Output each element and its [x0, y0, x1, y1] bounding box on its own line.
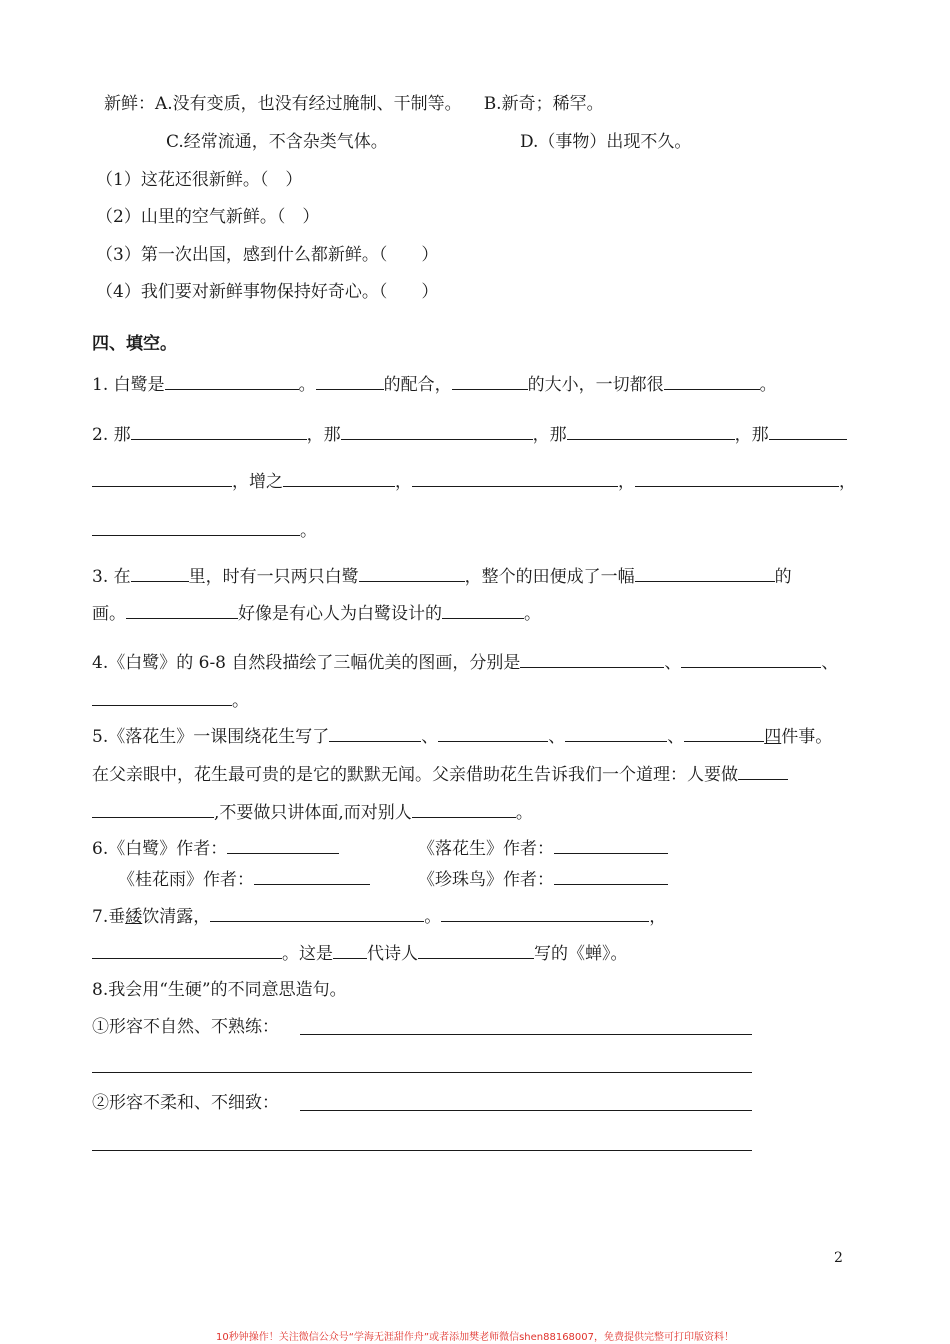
blank[interactable] [131, 564, 189, 582]
question-7-line-1: 7.垂緌饮清露， 。 ， [92, 904, 666, 929]
definition-a: 新鲜：A.没有变质，也没有经过腌制、干制等。 [104, 94, 462, 114]
blank[interactable] [341, 422, 533, 440]
blank[interactable] [227, 836, 339, 854]
blank[interactable] [635, 469, 839, 487]
definition-b: B.新奇；稀罕。 [483, 94, 604, 114]
question-8-title: 8.我会用“生硬”的不同意思造句。 [92, 980, 347, 1000]
answer-line[interactable] [92, 1150, 752, 1151]
blank[interactable] [210, 904, 424, 922]
footer-note: 10秒钟操作！关注微信公众号“学海无涯甜作舟”或者添加樊老师微信shen88168007，免费提供完整可打印版资料！ [215, 1332, 735, 1343]
blank[interactable] [92, 518, 300, 536]
definition-c: C.经常流通，不含杂类气体。 [166, 132, 388, 152]
blank[interactable] [418, 941, 534, 959]
blank[interactable] [738, 762, 788, 780]
blank[interactable] [664, 372, 760, 390]
question-6-guihuayu: 《桂花雨》作者： [118, 867, 370, 892]
definition-d: D.（事物）出现不久。 [520, 132, 692, 152]
question-3-line-1: 3. 在 里，时有一只两只白鹭 ，整个的田便成了一幅 的 [92, 564, 792, 589]
blank[interactable] [165, 372, 299, 390]
blank[interactable] [565, 724, 667, 742]
section-title: 四、填空。 [92, 334, 177, 354]
definition-line-1 [104, 92, 604, 116]
blank[interactable] [359, 564, 465, 582]
blank[interactable] [520, 650, 664, 668]
blank[interactable] [554, 836, 668, 854]
blank[interactable] [126, 601, 238, 619]
blank[interactable] [283, 469, 395, 487]
question-2-line-1: 2. 那 ，那 ，那 ，那 [92, 422, 847, 447]
question-7-line-2: 。这是 代诗人 写的《蝉》。 [92, 941, 628, 966]
choice-item-1: （1）这花还很新鲜。（ ） [96, 170, 303, 190]
question-6-zhenzhuniao: 《珍珠鸟》作者： [418, 867, 668, 892]
blank[interactable] [554, 867, 668, 885]
question-8-b: ②形容不柔和、不细致： [92, 1093, 279, 1113]
blank[interactable] [684, 724, 764, 742]
blank[interactable] [412, 800, 516, 818]
blank[interactable] [769, 422, 847, 440]
blank[interactable] [333, 941, 367, 959]
question-5-line-3: ,不要做只讲体面,而对别人 。 [92, 800, 533, 825]
blank[interactable] [329, 724, 421, 742]
answer-line[interactable] [92, 1072, 752, 1073]
question-4-line-2: 。 [92, 688, 249, 713]
blank[interactable] [92, 469, 232, 487]
question-5-line-2: 在父亲眼中，花生最可贵的是它的默默无闻。父亲借助花生告诉我们一个道理：人要做 [92, 762, 788, 787]
blank[interactable] [635, 564, 775, 582]
question-1: 1. 白鹭是 。 的配合， 的大小，一切都很 。 [92, 372, 777, 397]
question-8-a: ①形容不自然、不熟练： [92, 1017, 279, 1037]
question-3-line-2: 画。 好像是有心人为白鹭设计的 。 [92, 601, 541, 626]
blank[interactable] [254, 867, 370, 885]
question-6-baillu: 6.《白鹭》作者： [92, 836, 339, 861]
question-6-luohuasheng: 《落花生》作者： [418, 836, 668, 861]
blank[interactable] [92, 800, 214, 818]
blank[interactable] [441, 904, 649, 922]
choice-item-4: （4）我们要对新鲜事物保持好奇心。（ ） [96, 282, 439, 302]
blank[interactable] [567, 422, 735, 440]
blank[interactable] [92, 688, 232, 706]
blank[interactable] [412, 469, 618, 487]
blank[interactable] [442, 601, 524, 619]
blank[interactable] [92, 941, 282, 959]
blank[interactable] [681, 650, 821, 668]
choice-item-3: （3）第一次出国，感到什么都新鲜。（ ） [96, 245, 439, 265]
question-2-line-3: 。 [92, 518, 317, 543]
answer-line[interactable] [300, 1034, 752, 1035]
blank[interactable] [316, 372, 384, 390]
question-4-line-1: 4.《白鹭》的 6-8 自然段描绘了三幅优美的图画，分别是 、 、 [92, 650, 838, 675]
blank[interactable] [438, 724, 548, 742]
blank[interactable] [452, 372, 528, 390]
answer-line[interactable] [300, 1110, 752, 1111]
page-number: 2 [834, 1250, 843, 1266]
question-2-line-2: ，增之 ， ， ， [92, 469, 856, 494]
question-5-line-1: 5.《落花生》一课围绕花生写了 、 、 、 四件事。 [92, 724, 832, 749]
choice-item-2: （2）山里的空气新鲜。（ ） [96, 207, 320, 227]
blank[interactable] [131, 422, 307, 440]
